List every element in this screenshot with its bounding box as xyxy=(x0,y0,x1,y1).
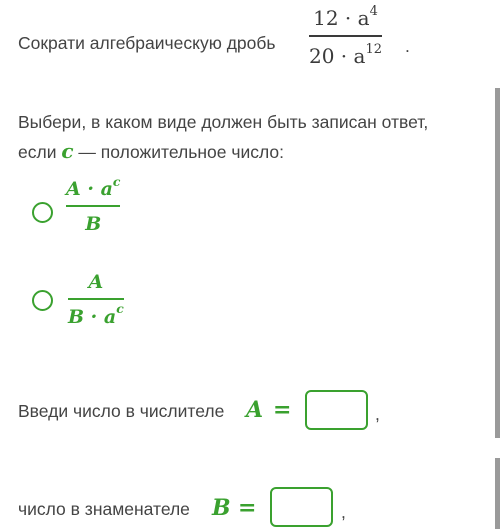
question-line-2: если c — положительное число: xyxy=(18,139,284,163)
scrollbar-upper[interactable] xyxy=(495,88,500,438)
denominator-comma: , xyxy=(341,502,346,522)
denominator-equals: = xyxy=(238,495,257,521)
option-2-denominator: $B \cdot a^c$ xyxy=(68,301,124,328)
option-1-fraction[interactable] xyxy=(66,173,121,235)
option-1-denominator: B xyxy=(85,212,102,235)
denominator-variable: B xyxy=(212,495,231,521)
scrollbar-lower[interactable] xyxy=(495,458,500,529)
denominator-label: число в знаменателе xyxy=(18,499,190,519)
option-1-numerator: $A \cdot a^c$ xyxy=(66,173,121,200)
variable-c: c xyxy=(61,139,74,163)
question-line-1: Выбери, в каком виде должен быть записан ответ, xyxy=(18,112,429,132)
option-1-radio[interactable] xyxy=(32,202,53,223)
task-prompt: Сократи алгебраическую дробь xyxy=(18,33,276,53)
numerator-comma: , xyxy=(375,404,380,424)
task-fraction-numerator: $12 \cdot a^4$ xyxy=(313,4,378,30)
numerator-variable: A xyxy=(246,397,264,423)
numerator-equals: = xyxy=(273,397,292,423)
option-2-fraction[interactable] xyxy=(68,273,124,327)
numerator-label: Введи число в числителе xyxy=(18,401,225,421)
task-fraction xyxy=(309,4,382,68)
option-2-numerator: A xyxy=(88,271,104,293)
denominator-input[interactable] xyxy=(270,487,333,527)
task-fraction-denominator: $20 \cdot a^{12}$ xyxy=(309,41,382,68)
numerator-input[interactable] xyxy=(305,390,368,430)
task-period: . xyxy=(405,36,410,56)
option-2-radio[interactable] xyxy=(32,290,53,311)
